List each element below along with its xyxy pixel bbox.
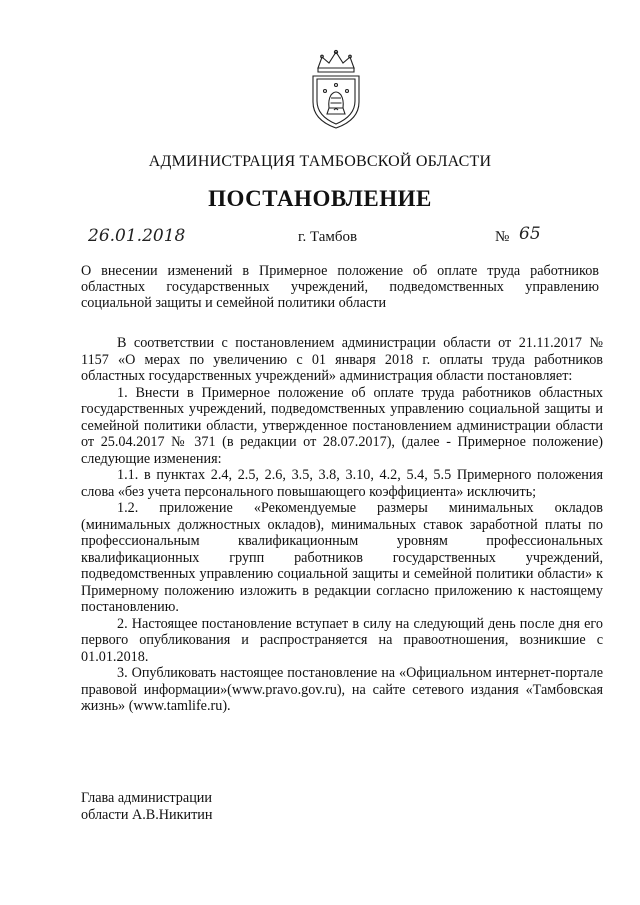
document-number: 65	[519, 224, 541, 244]
item-3-paragraph: 3. Опубликовать настоящее постановление на «Официальном интернет-портале правовой информации»(www.pravo.gov.ru), на сайте сетевого издания «Тамбовская жизнь» (www.tamlife.ru).	[81, 665, 603, 714]
signature-block	[81, 790, 212, 823]
document-number-label: №	[495, 229, 510, 245]
document-subject: О внесении изменений в Примерное положение об оплате труда работников областных государственных учреждений, подведомственных управлению социальной защиты и семейной политики области	[81, 263, 599, 311]
item-1-paragraph: 1. Внести в Примерное положение об оплате труда работников областных государственных учреждений, подведомственных управлению социальной защиты и семейной политики области, утвержденное постановлением администрации области от 25.04.2017 № 371 (в редакции от 28.07.2017), (далее - Примерное положение) следующие изменения:	[81, 384, 603, 467]
item-1-2-paragraph: 1.2. приложение «Рекомендуемые размеры минимальных окладов (минимальных должностных окладов), минимальных ставок заработной платы по профессиональным квалификационным уровням профессиональных квалификационных групп работников государственных учреждений, подведомственных управлению социальной защиты и семейной политики области» к Примерному положению изложить в редакции согласно приложению к настоящему постановлению.	[81, 500, 603, 615]
document-body	[81, 335, 603, 715]
item-2-paragraph: 2. Настоящее постановление вступает в силу на следующий день после дня его первого опубликования и распространяется на правоотношения, возникшие с 01.01.2018.	[81, 615, 603, 665]
document-city: г. Тамбов	[298, 229, 358, 245]
document-type-title: ПОСТАНОВЛЕНИЕ	[208, 186, 432, 211]
intro-paragraph: В соответствии с постановлением администрации области от 21.11.2017 № 1157 «О мерах по увеличению с 01 января 2018 г. оплаты труда работников областных государственных учреждений» администрация области постановляет:	[81, 335, 603, 384]
organization-title: АДМИНИСТРАЦИЯ ТАМБОВСКОЙ ОБЛАСТИ	[148, 153, 492, 170]
signature-name: области А.В.Никитин	[81, 806, 213, 823]
signature-position: Глава администрации	[81, 790, 212, 806]
item-1-1-paragraph: 1.1. в пунктах 2.4, 2.5, 2.6, 3.5, 3.8, 3.10, 4.2, 5.4, 5.5 Примерного положения слова «без учета персонального повышающего коэффициента» исключить;	[81, 467, 603, 500]
coat-of-arms-icon	[303, 48, 369, 130]
document-date: 26.01.2018	[88, 226, 186, 246]
